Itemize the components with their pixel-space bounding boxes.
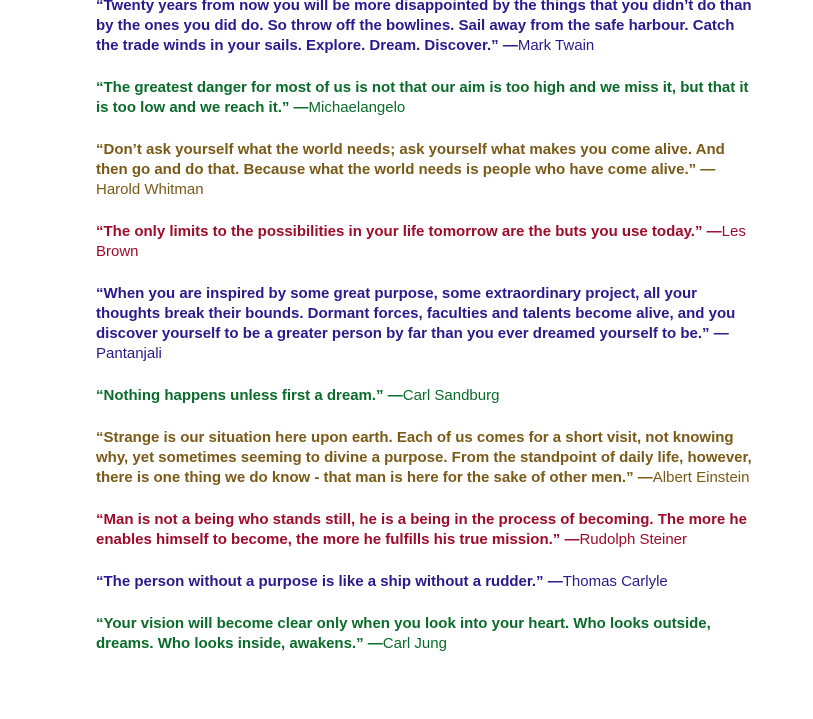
quote-dash: — [293, 99, 309, 116]
quote-text: “Your vision will become clear only when you look into your heart. Who looks outside, dreams. Who looks inside, awakens.” [96, 615, 711, 652]
quote-author: Carl Sandburg [402, 387, 500, 404]
quote-text: “Don’t ask yourself what the world needs; ask yourself what makes you come alive. And then go and do that. Because what the world needs is people who have come alive.” [96, 141, 725, 178]
quote-author: Pantanjali [96, 345, 162, 362]
quote-dash: — [387, 387, 403, 404]
quote-text: “The greatest danger for most of us is not that our aim is too high and we miss it, but that it is too low and we reach it.” [96, 79, 749, 116]
quote-block [96, 572, 756, 592]
quote-text: “Twenty years from now you will be more disappointed by the things that you didn’t do than by the ones you did do. So throw off the bowlines. Sail away from the safe harbour. Catch the trade winds in your sails. Explore. Dream. Discover.” [96, 0, 752, 54]
quote-author: Carl Jung [382, 635, 447, 652]
quote-author: Harold Whitman [96, 181, 204, 198]
quote-dash: — [564, 531, 580, 548]
quote-dash: — [713, 325, 729, 342]
quote-author: Albert Einstein [652, 469, 750, 486]
quote-block [96, 222, 756, 262]
quote-block [96, 510, 756, 550]
quote-block [96, 140, 756, 200]
quote-text: “Strange is our situation here upon earth. Each of us comes for a short visit, not knowing why, yet sometimes seeming to divine a purpose. From the standpoint of daily life, however, there is one thing we do know - that man is here for the sake of other men.” [96, 429, 752, 486]
quote-block [96, 78, 756, 118]
quote-block [96, 284, 756, 364]
quote-list [96, 0, 773, 654]
quote-block [96, 428, 756, 488]
quote-dash: — [706, 223, 722, 240]
quote-author: Mark Twain [517, 37, 595, 54]
quote-block [96, 614, 756, 654]
quote-text: “The person without a purpose is like a ship without a rudder.” [96, 573, 544, 590]
quote-dash: — [700, 161, 716, 178]
quote-author: Thomas Carlyle [562, 573, 668, 590]
quote-dash: — [502, 37, 518, 54]
quote-dash: — [637, 469, 653, 486]
quote-author: Rudolph Steiner [579, 531, 688, 548]
quote-text: “When you are inspired by some great purpose, some extraordinary project, all your thoughts break their bounds. Dormant forces, faculties and talents become alive, and you discover yourself to be a greater person by far than you ever dreamed yourself to be.” [96, 285, 736, 342]
quote-dash: — [367, 635, 383, 652]
quote-author: Michaelangelo [308, 99, 406, 116]
quote-text: “The only limits to the possibilities in your life tomorrow are the buts you use today.” [96, 223, 703, 240]
quote-text: “Nothing happens unless first a dream.” [96, 387, 384, 404]
quote-block [96, 386, 756, 406]
quote-dash: — [547, 573, 563, 590]
quote-author: Les Brown [96, 223, 746, 260]
quote-text: “Man is not a being who stands still, he is a being in the process of becoming. The more he enables himself to become, the more he fulfills his true mission.” [96, 511, 747, 548]
quote-block [96, 0, 756, 56]
